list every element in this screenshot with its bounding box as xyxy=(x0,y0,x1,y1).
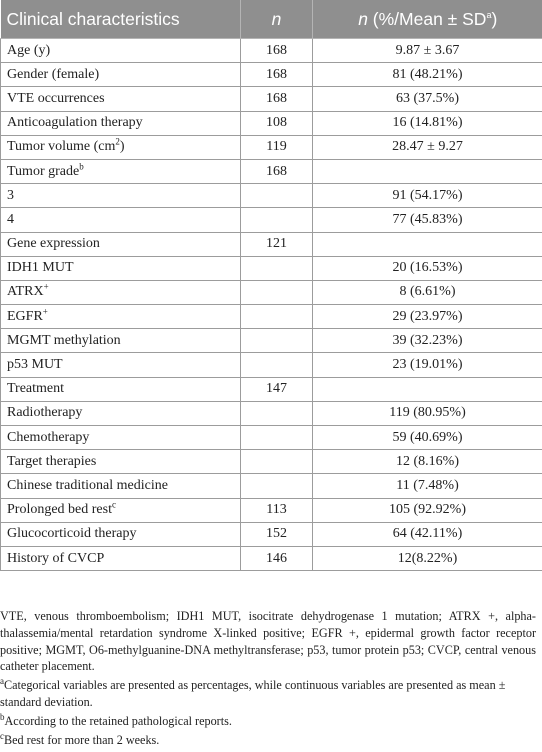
table-row xyxy=(1,280,542,304)
cell-characteristic: Tumor grade$^b$ xyxy=(1,159,241,183)
cell-characteristic: EGFR+ xyxy=(1,305,241,329)
cell-characteristic: MGMT methylation xyxy=(1,329,241,353)
cell-value: 11 (7.48%) xyxy=(313,474,542,498)
cell-n: 121 xyxy=(241,232,313,256)
cell-value: 23 (19.01%) xyxy=(313,353,542,377)
table-row xyxy=(1,256,542,280)
cell-n: 152 xyxy=(241,522,313,546)
footnote-c: $^c$Bed rest for more than 2 weeks. xyxy=(0,730,160,747)
cell-n xyxy=(241,450,313,474)
cell-n: 113 xyxy=(241,498,313,522)
cell-characteristic: Radiotherapy xyxy=(1,401,241,425)
table-row xyxy=(1,63,542,87)
cell-value: 91 (54.17%) xyxy=(313,184,542,208)
cell-n xyxy=(241,280,313,304)
cell-characteristic: IDH1 MUT xyxy=(1,256,241,280)
table-row xyxy=(1,377,542,401)
cell-value: 59 (40.69%) xyxy=(313,426,542,450)
table-row xyxy=(1,522,542,546)
cell-characteristic: Anticoagulation therapy xyxy=(1,111,241,135)
table-row xyxy=(1,426,542,450)
cell-n xyxy=(241,474,313,498)
cell-characteristic: Prolonged bed rest$^c$ xyxy=(1,498,241,522)
table-row xyxy=(1,232,542,256)
header-n: n xyxy=(241,0,313,39)
table-row xyxy=(1,135,542,159)
table-row xyxy=(1,305,542,329)
cell-value: 9.87 ± 3.67 xyxy=(313,39,542,63)
cell-n xyxy=(241,208,313,232)
cell-n: 146 xyxy=(241,546,313,570)
cell-characteristic: Chinese traditional medicine xyxy=(1,474,241,498)
cell-value: 20 (16.53%) xyxy=(313,256,542,280)
cell-characteristic: p53 MUT xyxy=(1,353,241,377)
cell-value: 12(8.22%) xyxy=(313,546,542,570)
cell-characteristic: Gene expression xyxy=(1,232,241,256)
cell-characteristic: Age (y) xyxy=(1,39,241,63)
cell-n xyxy=(241,426,313,450)
table-row xyxy=(1,208,542,232)
cell-value xyxy=(313,159,542,183)
cell-n: 168 xyxy=(241,39,313,63)
table-row xyxy=(1,401,542,425)
cell-value: 39 (32.23%) xyxy=(313,329,542,353)
cell-n: 168 xyxy=(241,159,313,183)
abbreviations-note: VTE, venous thromboembolism; IDH1 MUT, isocitrate dehydrogenase 1 mutation; ATRX +, alpha-thalassemia/mental retardation syndrome X-linked positive; EGFR +, epidermal growth factor receptor positive; MGMT, O6-methylguanine-DNA methyltransferase; p53, tumor protein p53; CVCP, central venous catheter placement. xyxy=(0,609,536,674)
cell-n xyxy=(241,256,313,280)
footnote-b: $^b$According to the retained pathological reports. xyxy=(0,711,232,728)
cell-n: 108 xyxy=(241,111,313,135)
cell-n: 168 xyxy=(241,63,313,87)
table-row xyxy=(1,474,542,498)
cell-value: 16 (14.81%) xyxy=(313,111,542,135)
cell-characteristic: Chemotherapy xyxy=(1,426,241,450)
cell-characteristic: Treatment xyxy=(1,377,241,401)
cell-value: 64 (42.11%) xyxy=(313,522,542,546)
footnote-a: $^a$Categorical variables are presented as percentages, while continuous variables are presented as mean ± standard deviation. xyxy=(0,676,506,709)
cell-characteristic: Target therapies xyxy=(1,450,241,474)
cell-value xyxy=(313,377,542,401)
table-notes xyxy=(0,608,536,748)
table-row xyxy=(1,546,542,570)
cell-value: 77 (45.83%) xyxy=(313,208,542,232)
table-row xyxy=(1,498,542,522)
cell-value: 12 (8.16%) xyxy=(313,450,542,474)
cell-n xyxy=(241,401,313,425)
cell-n: 147 xyxy=(241,377,313,401)
cell-n xyxy=(241,329,313,353)
table-row xyxy=(1,111,542,135)
cell-value: 29 (23.97%) xyxy=(313,305,542,329)
table-row xyxy=(1,184,542,208)
cell-value: 119 (80.95%) xyxy=(313,401,542,425)
cell-value: 81 (48.21%) xyxy=(313,63,542,87)
cell-characteristic: 3 xyxy=(1,184,241,208)
cell-value: 105 (92.92%) xyxy=(313,498,542,522)
table-body xyxy=(1,39,542,571)
cell-characteristic: ATRX+ xyxy=(1,280,241,304)
cell-n xyxy=(241,305,313,329)
table-row xyxy=(1,450,542,474)
header-characteristics: Clinical characteristics xyxy=(1,0,241,39)
cell-characteristic: Gender (female) xyxy=(1,63,241,87)
table-row xyxy=(1,353,542,377)
table-row xyxy=(1,159,542,183)
table-row xyxy=(1,39,542,63)
cell-n: 168 xyxy=(241,87,313,111)
table-header-row xyxy=(1,0,542,39)
table-row xyxy=(1,87,542,111)
cell-characteristic: Glucocorticoid therapy xyxy=(1,522,241,546)
cell-characteristic: VTE occurrences xyxy=(1,87,241,111)
cell-characteristic: History of CVCP xyxy=(1,546,241,570)
cell-n xyxy=(241,353,313,377)
cell-value: 8 (6.61%) xyxy=(313,280,542,304)
cell-characteristic: 4 xyxy=(1,208,241,232)
cell-n: 119 xyxy=(241,135,313,159)
cell-value xyxy=(313,232,542,256)
table-row xyxy=(1,329,542,353)
cell-characteristic: Tumor volume $(cm^2)$ xyxy=(1,135,241,159)
cell-n xyxy=(241,184,313,208)
cell-value: 28.47 ± 9.27 xyxy=(313,135,542,159)
cell-value: 63 (37.5%) xyxy=(313,87,542,111)
header-value: n (%/Mean ± $SD^a$) xyxy=(313,0,542,39)
